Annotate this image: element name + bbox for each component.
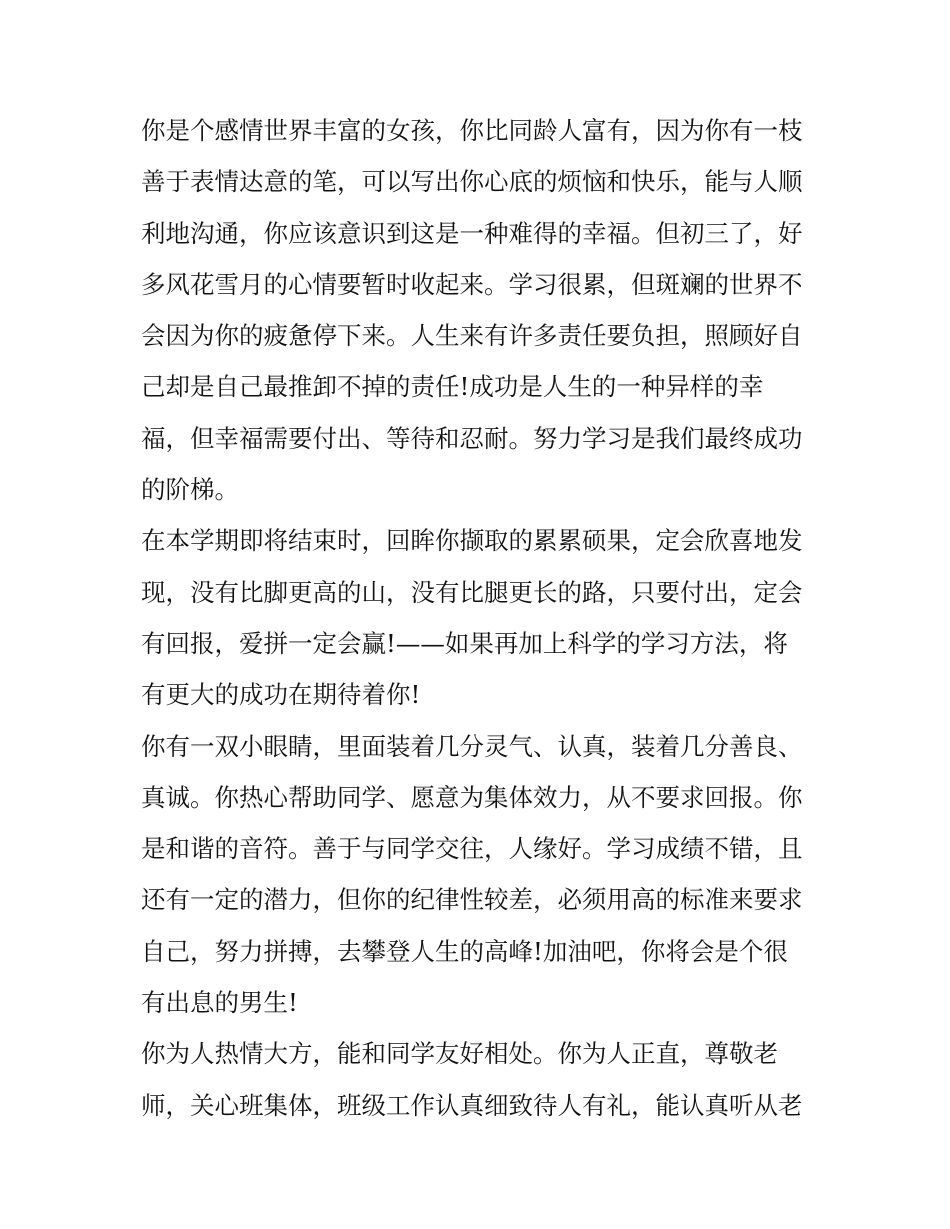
- text-line: 现，没有比脚更高的山，没有比腿更长的路，只要付出，定会: [141, 577, 803, 607]
- text-line: 有更大的成功在期待着你!: [141, 680, 421, 710]
- text-line: 会因为你的疲惫停下来。人生来有许多责任要负担，照顾好自: [141, 321, 803, 351]
- text-line: 有回报，爱拼一定会赢!——如果再加上科学的学习方法，将: [141, 628, 788, 658]
- text-line: 你有一双小眼睛，里面装着几分灵气、认真，装着几分善良、: [141, 731, 803, 761]
- text-line: 福，但幸福需要付出、等待和忍耐。努力学习是我们最终成功: [141, 423, 803, 453]
- text-line: 利地沟通，你应该意识到这是一种难得的幸福。但初三了，好: [141, 218, 803, 248]
- text-line: 师，关心班集体，班级工作认真细致待人有礼，能认真听从老: [141, 1090, 803, 1120]
- text-line: 己却是自己最推卸不掉的责任!成功是人生的一种异样的幸: [141, 372, 764, 402]
- text-line: 的阶梯。: [141, 475, 239, 505]
- text-line: 多风花雪月的心情要暂时收起来。学习很累，但斑斓的世界不: [141, 269, 803, 299]
- text-line: 真诚。你热心帮助同学、愿意为集体效力，从不要求回报。你: [141, 782, 803, 812]
- text-line: 是和谐的音符。善于与同学交往，人缘好。学习成绩不错，且: [141, 834, 803, 864]
- text-line: 你是个感情世界丰富的女孩，你比同龄人富有，因为你有一枝: [141, 116, 803, 145]
- text-line: 还有一定的潜力，但你的纪律性较差，必须用高的标准来要求: [141, 885, 803, 915]
- text-line: 有出息的男生!: [141, 988, 298, 1018]
- text-line: 在本学期即将结束时，回眸你撷取的累累硕果，定会欣喜地发: [141, 526, 803, 556]
- document-body: [141, 109, 821, 1135]
- text-line: 善于表情达意的笔，可以写出你心底的烦恼和快乐，能与人顺: [141, 167, 803, 197]
- text-line: 你为人热情大方，能和同学友好相处。你为人正直，尊敬老: [141, 1039, 778, 1069]
- text-line: 自己，努力拼搏，去攀登人生的高峰!加油吧，你将会是个很: [141, 936, 788, 966]
